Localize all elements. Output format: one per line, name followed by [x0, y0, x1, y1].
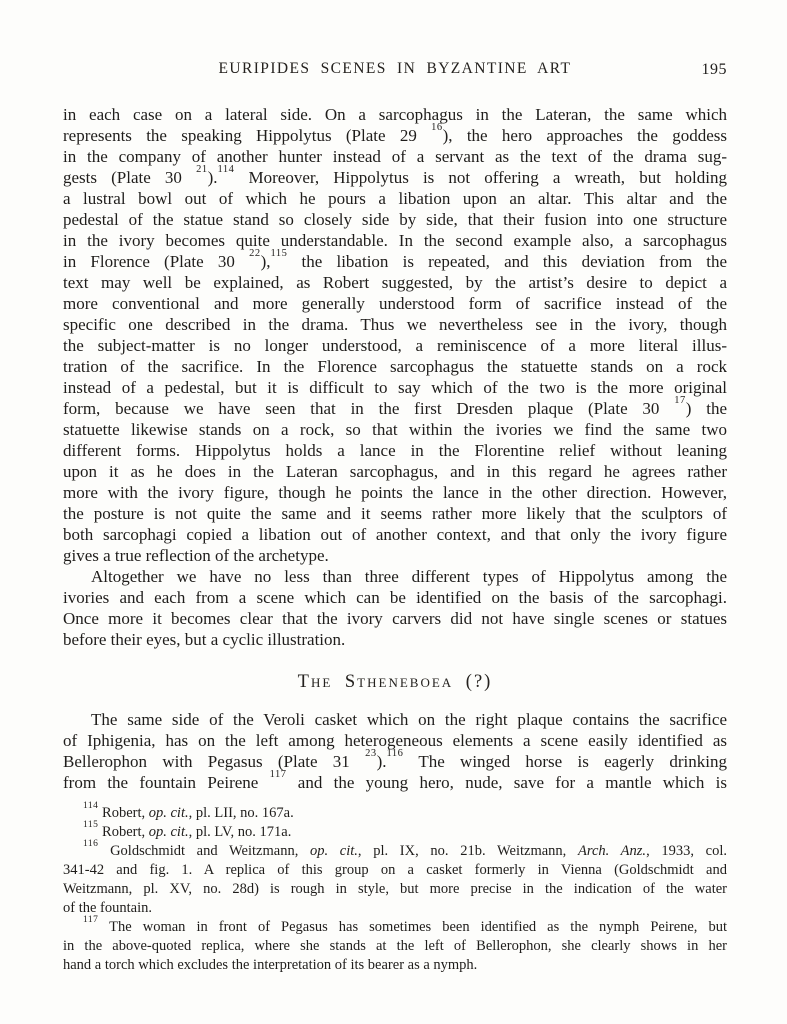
- text-line: statuette likewise stands on a rock, so that within the ivories we find the same two: [63, 420, 727, 439]
- footnote-114: [63, 800, 727, 823]
- text-line: instead of a pedestal, but it is difficult to say which of the two is the more original: [63, 378, 727, 397]
- text-line: form, because we have seen that in the first Dresden plaque (Plate 30 $^{17}$) the: [63, 394, 727, 418]
- text-line: $^{116}$ Goldschmidt and Weitzmann, op. cit., pl. IX, no. 21b. Weitzmann, Arch. Anz., 1933, col.: [83, 838, 728, 859]
- text-line: in the above-quoted replica, where she stands at the left of Bellerophon, she clearly shows in her: [63, 938, 727, 954]
- text-line: upon it as he does in the Lateran sarcophagus, and in this regard he agrees rather: [63, 462, 727, 481]
- footnote-ref: 23: [365, 747, 377, 759]
- paragraph-1: [63, 104, 727, 566]
- footnote-ref: 22: [249, 247, 261, 259]
- footnote-115: [63, 819, 727, 842]
- footnote-ref: 116: [386, 747, 404, 759]
- paragraph-2: [63, 566, 727, 650]
- footnote-116: [63, 838, 728, 918]
- text-block: [63, 104, 727, 975]
- text-line: the posture is not quite the same and it seems rather more likely that the sculptors of: [63, 504, 727, 523]
- text-line: Altogether we have no less than three different types of Hippolytus among the: [91, 567, 727, 586]
- text-line: of Iphigenia, has on the left among heterogeneous elements a scene easily identified as: [63, 731, 727, 750]
- text-line: Once more it becomes clear that the ivory carvers did not have single scenes or statues: [63, 609, 727, 628]
- italic-text: op. cit.: [148, 824, 189, 840]
- text-line: different forms. Hippolytus holds a lance in the Florentine relief without leaning: [63, 441, 727, 460]
- footnote-117: [63, 914, 727, 975]
- text-line: specific one described in the drama. Thus we nevertheless see in the ivory, though: [63, 315, 727, 334]
- italic-text: op. cit.: [148, 805, 189, 821]
- text-line: more conventional and more generally understood form of sacrifice instead of the: [63, 294, 727, 313]
- text-line: Weitzmann, pl. XV, no. 28d) is rough in style, but more precise in the indication of the water: [63, 881, 727, 897]
- text-line: pedestal of the statue stand so closely side by side, that their fusion into one structure: [63, 210, 727, 229]
- text-line: both sarcophagi copied a libation out of another context, and that only the ivory figure: [63, 525, 727, 544]
- text-line: of the fountain.: [63, 900, 152, 916]
- text-line: 341-42 and fig. 1. A replica of this group on a casket formerly in Vienna (Goldschmidt and: [63, 862, 727, 878]
- footnote-ref: 115: [83, 819, 99, 830]
- page-number: 195: [701, 61, 727, 78]
- footnote-ref: 115: [270, 247, 288, 259]
- text-line: $^{117}$ The woman in front of Pegasus has sometimes been identified as the nymph Peirene, but: [83, 914, 727, 935]
- footnote-ref: 17: [674, 394, 686, 406]
- footnote-ref: 21: [196, 163, 208, 175]
- text-line: $^{115}$ Robert, op. cit., pl. LV, no. 171a.: [83, 819, 292, 840]
- text-line: a lustral bowl out of which he pours a libation upon an altar. This altar and the: [63, 189, 727, 208]
- italic-text: op. cit.: [310, 843, 358, 859]
- footnote-ref: 114: [83, 800, 99, 811]
- text-line: more with the ivory figure, though he points the lance in the other direction. However,: [63, 483, 727, 502]
- text-line: in Florence (Plate 30 $^{22}$),$^{115}$ the libation is repeated, and this deviation from the: [63, 247, 727, 271]
- text-line: from the fountain Peirene $^{117}$ and the young hero, nude, save for a mantle which is: [63, 768, 727, 792]
- paragraph-3: [63, 709, 727, 793]
- text-line: before their eyes, but a cyclic illustration.: [63, 630, 346, 649]
- italic-text: Arch. Anz.: [577, 843, 647, 859]
- text-line: text may well be explained, as Robert suggested, by the artist’s desire to depict a: [63, 273, 727, 292]
- text-line: in the company of another hunter instead of a servant as the text of the drama sug-: [63, 147, 727, 166]
- footnote-ref: 117: [269, 768, 287, 780]
- footnote-ref: 16: [431, 121, 443, 133]
- text-line: tration of the sacrifice. In the Florence sarcophagus the statuette stands on a rock: [63, 357, 727, 376]
- footnote-ref: 117: [83, 914, 99, 925]
- text-line: gives a true reflection of the archetype.: [63, 546, 329, 565]
- footnotes: [63, 800, 728, 975]
- footnote-ref: 116: [83, 838, 99, 849]
- text-line: the subject-matter is no longer understood, a reminiscence of a more literal illus-: [63, 336, 727, 355]
- footnote-ref: 114: [217, 163, 235, 175]
- text-line: represents the speaking Hippolytus (Plate 29 $^{16}$), the hero approaches the goddess: [63, 121, 728, 145]
- text-line: Bellerophon with Pegasus (Plate 31 $^{23}$).$^{116}$ The winged horse is eagerly drinking: [63, 747, 727, 771]
- running-header-title: EURIPIDES SCENES IN BYZANTINE ART: [218, 60, 572, 77]
- text-line: $^{114}$ Robert, op. cit., pl. LII, no. 167a.: [83, 800, 294, 821]
- text-line: The same side of the Veroli casket which on the right plaque contains the sacrifice: [91, 710, 727, 729]
- text-line: ivories and each from a scene which can be identified on the basis of the sarcophagi.: [63, 588, 727, 607]
- text-line: in the ivory becomes quite understandable. In the second example also, a sarcophagus: [63, 231, 727, 250]
- text-line: gests (Plate 30 $^{21}$).$^{114}$ Moreover, Hippolytus is not offering a wreath, but holding: [63, 163, 728, 187]
- text-line: hand a torch which excludes the interpretation of its bearer as a nymph.: [63, 957, 478, 973]
- running-header: [63, 60, 727, 82]
- section-heading: The Stheneboea (?): [297, 672, 493, 692]
- text-line: in each case on a lateral side. On a sarcophagus in the Lateran, the same which: [63, 105, 727, 124]
